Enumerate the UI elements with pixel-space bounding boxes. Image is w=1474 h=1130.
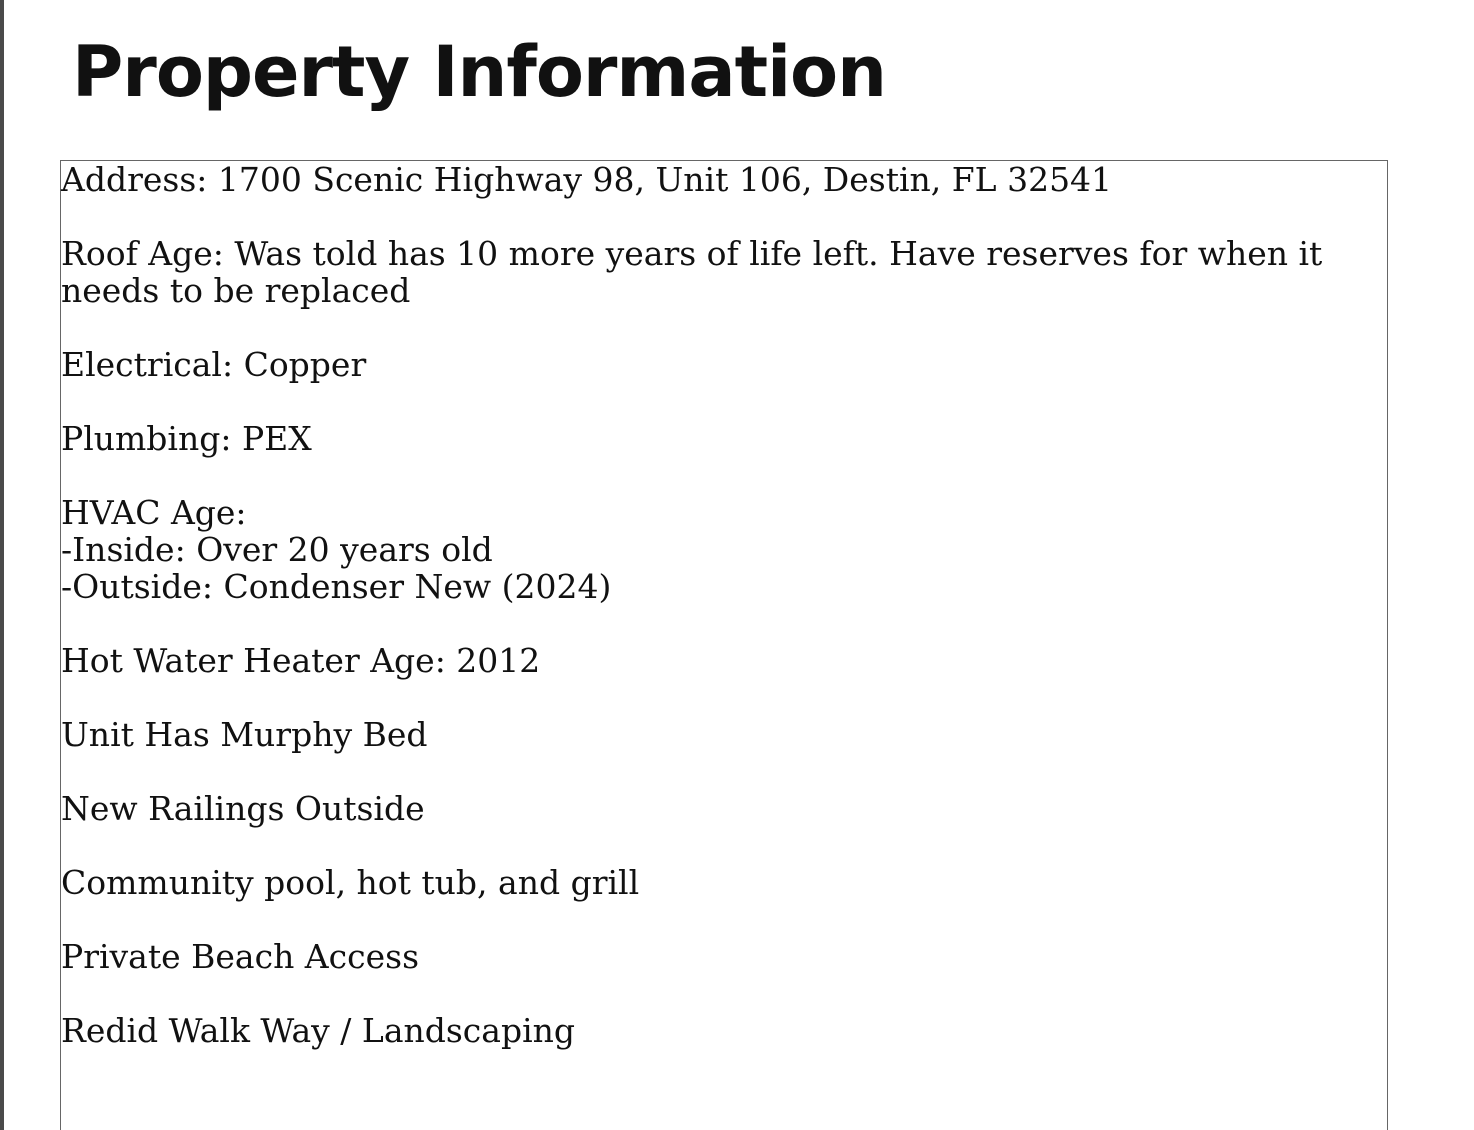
address-line: Address: 1700 Scenic Highway 98, Unit 106, Destin, FL 32541 xyxy=(61,160,1113,199)
murphy-bed-line: Unit Has Murphy Bed xyxy=(61,715,428,754)
hvac-heading: HVAC Age: xyxy=(61,493,247,532)
page-title: Property Information xyxy=(72,31,886,113)
hvac-block xyxy=(61,494,1387,605)
community-amenities-line: Community pool, hot tub, and grill xyxy=(61,863,640,902)
walkway-line: Redid Walk Way / Landscaping xyxy=(61,1011,576,1050)
property-details-text xyxy=(61,161,1387,1049)
railings-line: New Railings Outside xyxy=(61,789,425,828)
hvac-outside-line: -Outside: Condenser New (2024) xyxy=(61,567,612,606)
beach-access-line: Private Beach Access xyxy=(61,937,420,976)
hvac-inside-line: -Inside: Over 20 years old xyxy=(61,530,493,569)
electrical-line: Electrical: Copper xyxy=(61,345,367,384)
hot-water-line: Hot Water Heater Age: 2012 xyxy=(61,641,541,680)
page-left-border xyxy=(0,0,4,1130)
property-details-box[interactable] xyxy=(60,160,1388,1130)
plumbing-line: Plumbing: PEX xyxy=(61,419,312,458)
roof-age-line: Roof Age: Was told has 10 more years of life left. Have reserves for when it needs to be replaced xyxy=(61,234,1323,310)
